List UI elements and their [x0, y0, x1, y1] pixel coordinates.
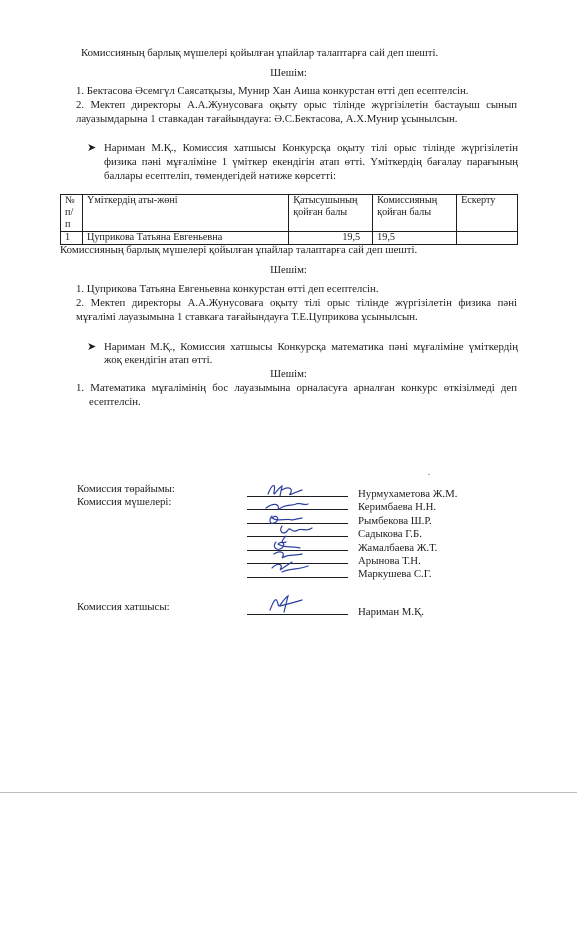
- table-row: [61, 232, 518, 245]
- decision-3-item-1-line-2: есептелсін.: [89, 396, 141, 408]
- member-name: Садыкова Г.Б.: [358, 528, 422, 540]
- header-commission-score: Комиссияның қойған балы: [373, 195, 457, 232]
- table-header-row: [61, 195, 518, 232]
- member-name: Арынова Т.Н.: [358, 555, 421, 567]
- decision-2-item-2-line-1: 2. Мектеп директоры А.А.Жунусоваға оқыту тілі орыс тілінде жүргізілетін физика пәні: [76, 297, 517, 309]
- header-participant-score: Қатысушының қойған балы: [289, 195, 373, 232]
- cell-participant-score: 19,5: [289, 232, 373, 245]
- decision-2-item-2-line-2: мұғалімі лауазымына 1 ставкаға тағайындауға Т.Е.Цуприкова ұсынылсын.: [76, 311, 418, 323]
- bullet-1-line-1: Нариман М.Қ., Комиссия хатшысы Конкурсқа оқыту тілі орыс тілінде жүргізілетін: [104, 142, 518, 154]
- cell-number: 1: [61, 232, 83, 245]
- secretary-name: Нариман М.Қ.: [358, 606, 424, 618]
- decision-title-2: Шешім:: [270, 264, 307, 276]
- bullet-arrow-icon: ➤: [87, 142, 97, 154]
- decision-2-item-1: 1. Цуприкова Татьяна Евгеньевна конкурстан өтті деп есептелсін.: [76, 283, 379, 295]
- cell-note: [457, 232, 518, 245]
- signature-mark: [270, 516, 302, 523]
- header-number: № п/п: [61, 195, 83, 232]
- decision-title-3: Шешім:: [270, 368, 307, 380]
- decision-3-item-1-line-1: 1. Математика мұғалімінің бос лауазымына орналасуға арналған конкурс өткізілмеді деп: [76, 382, 517, 394]
- bullet-arrow-icon: ➤: [87, 341, 97, 353]
- decision-title-1: Шешім:: [270, 67, 307, 79]
- member-name: Рымбекова Ш.Р.: [358, 515, 432, 527]
- paragraph-approval-1: Комиссияның барлық мүшелері қойылған ұпайлар талаптарға сай деп шешті.: [81, 47, 439, 59]
- member-name: Жамалбаева Ж.Т.: [358, 542, 438, 554]
- chair-label: Комиссия төрайымы:: [77, 483, 175, 495]
- signature-mark: [274, 542, 300, 549]
- bullet-1-line-3: баллары есептеліп, төмендегідей нәтиже көрсетті:: [104, 170, 336, 182]
- stray-mark: .: [428, 468, 430, 477]
- bullet-2-line-1: Нариман М.Қ., Комиссия хатшысы Конкурсқа математика пәні мұғаліміне үміткердің: [104, 341, 518, 353]
- signature-mark: [266, 503, 308, 510]
- decision-1-item-1: 1. Бектасова Әсемгүл Саясатқызы, Мунир Хан Аиша конкурстан өтті деп есептелсін.: [76, 85, 469, 97]
- paragraph-approval-2: Комиссияның барлық мүшелері қойылған ұпайлар талаптарға сай деп шешті.: [60, 244, 418, 256]
- secretary-signature: [266, 592, 306, 616]
- signature-mark: [268, 485, 302, 496]
- cell-candidate-name: Цуприкова Татьяна Евгеньевна: [82, 232, 288, 245]
- signature-mark: [272, 562, 308, 572]
- handwritten-signatures: [262, 478, 322, 582]
- results-table: [60, 194, 518, 245]
- bullet-1-line-2: физика пәні мұғаліміне 1 үміткер екендігін атап өтті. Үміткердің бағалау парағының: [104, 156, 518, 168]
- members-label: Комиссия мүшелері:: [77, 496, 172, 508]
- secretary-label: Комиссия хатшысы:: [77, 601, 170, 613]
- header-note: Ескерту: [457, 195, 518, 232]
- scan-edge-line: [0, 792, 577, 793]
- signature-mark: [281, 526, 312, 543]
- header-candidate-name: Үміткердің аты-жөні: [82, 195, 288, 232]
- cell-commission-score: 19,5: [373, 232, 457, 245]
- member-name: Керимбаева Н.Н.: [358, 501, 437, 513]
- bullet-2-line-2: жоқ екендігін атап өтті.: [104, 354, 213, 366]
- decision-1-item-2-line-1: 2. Мектеп директоры А.А.Жунусоваға оқыту орыс тілінде жүргізілетін бастауыш сынып: [76, 99, 517, 111]
- signature-mark: [274, 552, 302, 558]
- member-name: Маркушева С.Г.: [358, 568, 432, 580]
- member-name: Нурмухаметова Ж.М.: [358, 488, 458, 500]
- decision-1-item-2-line-2: лауазымдарына 1 ставкадан тағайындауға: Ә.С.Бектасова, А.Х.Мунир ұсынылсын.: [76, 113, 458, 125]
